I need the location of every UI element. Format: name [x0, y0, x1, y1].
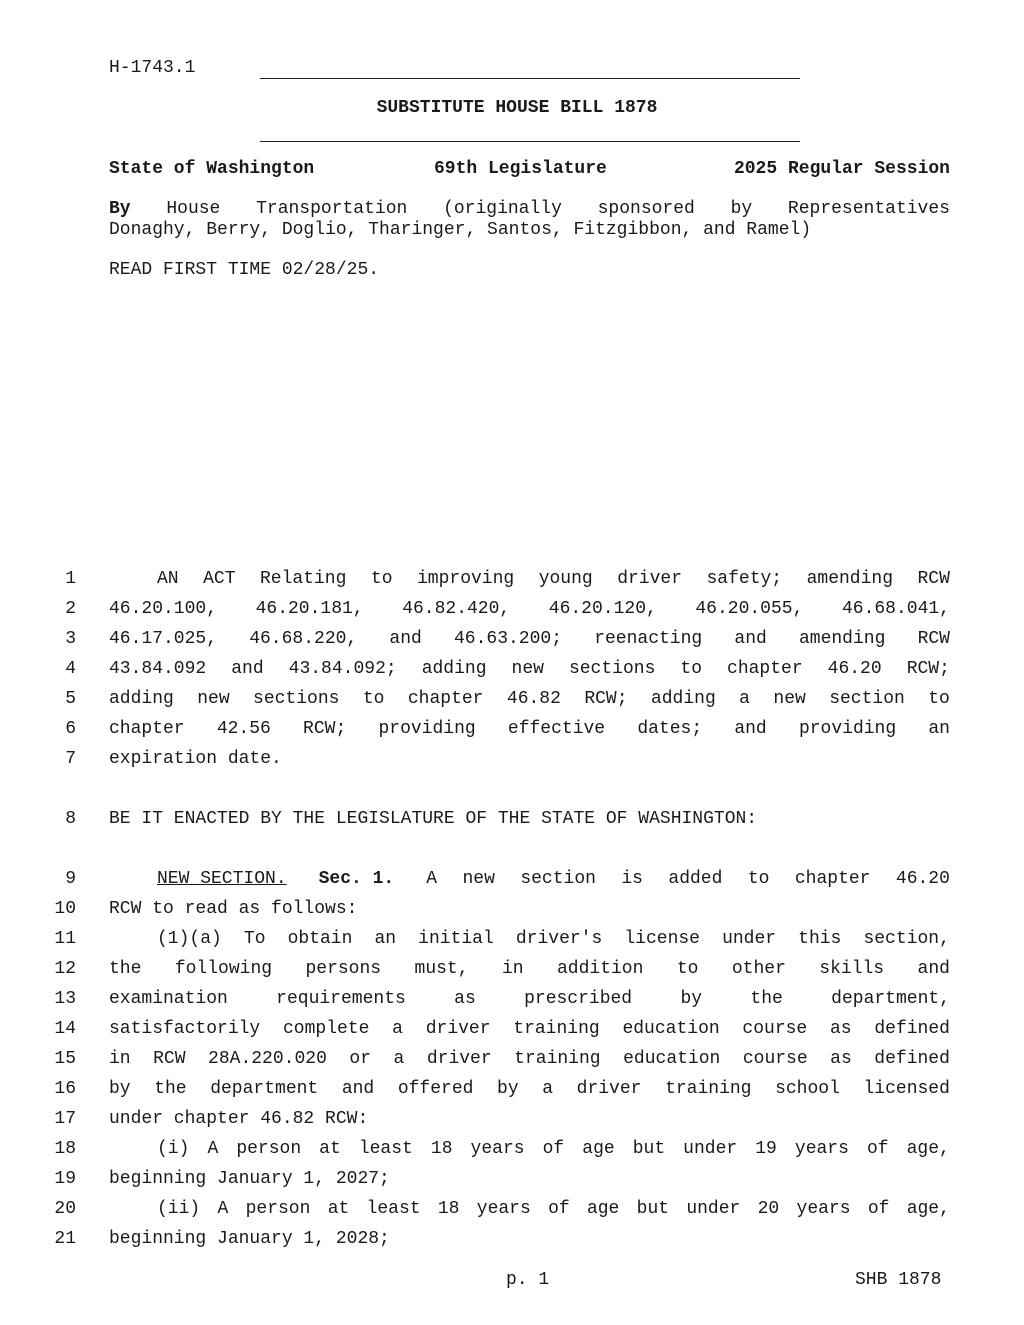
word: 46.82 [506, 689, 561, 709]
read-first-time: READ FIRST TIME 02/28/25. [109, 260, 380, 280]
word: offered [397, 1079, 474, 1099]
line-text [157, 869, 950, 889]
word: age [582, 1139, 615, 1159]
word: improving [416, 569, 515, 589]
word: least [358, 1139, 413, 1159]
word: department [210, 1079, 319, 1099]
line-text [109, 989, 950, 1009]
word: new [511, 659, 544, 679]
line-number: 10 [54, 899, 76, 919]
word: defined [874, 1019, 950, 1039]
word: (originally [443, 199, 562, 219]
line-number: 6 [65, 719, 76, 739]
word: (i) [157, 1139, 190, 1159]
body-line [0, 869, 1024, 893]
line-number: 13 [54, 989, 76, 1009]
title-rule-top [260, 78, 800, 79]
word: by [730, 199, 753, 219]
word: 43.84.092 [109, 659, 207, 679]
line-text: beginning January 1, 2028; [109, 1229, 390, 1249]
word: 46.20.181, [255, 599, 364, 619]
word: following [174, 959, 273, 979]
body-line [0, 1199, 1024, 1223]
word: school [775, 1079, 840, 1099]
line-number: 21 [54, 1229, 76, 1249]
word: 18 [430, 1139, 453, 1159]
word: years [794, 1139, 849, 1159]
footer-bill-ref: SHB 1878 [855, 1270, 942, 1290]
line-text [109, 629, 950, 649]
line-text: RCW to read as follows: [109, 899, 358, 919]
word: chapter [109, 719, 185, 739]
word: 46.17.025, [109, 629, 218, 649]
line-text [109, 1079, 950, 1099]
word: Representatives [787, 199, 950, 219]
word: a [393, 1049, 405, 1069]
line-text: under chapter 46.82 RCW: [109, 1109, 369, 1129]
word: education [622, 1019, 720, 1039]
body-line [0, 899, 1024, 923]
word: new [462, 869, 495, 889]
bill-title: SUBSTITUTE HOUSE BILL 1878 [376, 98, 658, 118]
word: to [370, 569, 393, 589]
word: addition [556, 959, 644, 979]
word: section [520, 869, 596, 889]
word: 28A.220.020 [208, 1049, 327, 1069]
body-line [0, 1019, 1024, 1043]
body-line [0, 629, 1024, 653]
section-number: Sec. 1. [318, 869, 395, 889]
line-text [109, 959, 950, 979]
line-number: 20 [54, 1199, 76, 1219]
enacting-clause: BE IT ENACTED BY THE LEGISLATURE OF THE STATE OF WASHINGTON: [109, 809, 758, 829]
line-number: 4 [65, 659, 76, 679]
word: 46.63.200; [453, 629, 563, 649]
word: 20 [757, 1199, 780, 1219]
body-line [0, 989, 1024, 1013]
word: person [236, 1139, 302, 1159]
word: department, [831, 989, 950, 1009]
word: to [676, 959, 699, 979]
word: sponsored [597, 199, 695, 219]
word: age, [906, 1199, 950, 1219]
word: person [245, 1199, 311, 1219]
word: under [722, 929, 777, 949]
word: of [867, 1199, 890, 1219]
word: RCW; [584, 689, 628, 709]
word: RCW [917, 629, 950, 649]
line-text [157, 1139, 950, 1159]
word: A [207, 1139, 219, 1159]
line-text [109, 1019, 950, 1039]
word: but [632, 1139, 666, 1159]
body-line [0, 719, 1024, 743]
line-number: 19 [54, 1169, 76, 1189]
word: chapter [727, 659, 803, 679]
word: added [668, 869, 723, 889]
body-line [0, 1109, 1024, 1133]
line-text [109, 719, 950, 739]
word: the [154, 1079, 187, 1099]
word: dates; [637, 719, 703, 739]
word: A [217, 1199, 229, 1219]
word: and [389, 629, 422, 649]
word: section, [863, 929, 950, 949]
line-number: 8 [65, 809, 76, 829]
word: A [426, 869, 438, 889]
sponsor-line-2: Donaghy, Berry, Doglio, Tharinger, Santos, Fitzgibbon, and Ramel) [109, 220, 812, 240]
word: under [686, 1199, 741, 1219]
line-text [109, 1049, 950, 1069]
word: to [928, 689, 950, 709]
word: Transportation [256, 199, 408, 219]
word: complete [282, 1019, 370, 1039]
word: effective [507, 719, 606, 739]
word: at [327, 1199, 350, 1219]
word: as [454, 989, 476, 1009]
word: safety; [706, 569, 783, 589]
word: ACT [203, 569, 236, 589]
word: persons [305, 959, 382, 979]
line-text [109, 659, 950, 679]
word: license [624, 929, 700, 949]
word: 46.68.041, [841, 599, 950, 619]
word: years [470, 1139, 525, 1159]
word: sections [253, 689, 340, 709]
word: new [773, 689, 806, 709]
word: To [243, 929, 266, 949]
word: age [586, 1199, 620, 1219]
word: of [548, 1199, 570, 1219]
word: a [542, 1079, 554, 1099]
body-line [0, 749, 1024, 773]
line-number: 7 [65, 749, 76, 769]
line-number: 1 [65, 569, 76, 589]
word: initial [418, 929, 494, 949]
new-section-label: NEW SECTION. [157, 869, 287, 889]
word: satisfactorily [109, 1019, 261, 1039]
line-text [109, 599, 950, 619]
line-9-rest [426, 869, 950, 889]
line-text [109, 689, 950, 709]
word: new [197, 689, 230, 709]
word: and [917, 959, 950, 979]
word: driver's [515, 929, 603, 949]
word: to [680, 659, 702, 679]
word: amending [798, 629, 886, 649]
word: to [362, 689, 385, 709]
word: least [366, 1199, 421, 1219]
body-line [0, 569, 1024, 593]
word: RCW; [906, 659, 950, 679]
body-line [0, 809, 1024, 833]
word: training [665, 1079, 752, 1099]
word: 46.20.055, [695, 599, 804, 619]
word: in [109, 1049, 131, 1069]
word: a [392, 1019, 403, 1039]
word: Relating [259, 569, 347, 589]
word: this [798, 929, 842, 949]
page-number: p. 1 [506, 1270, 550, 1290]
word: by [680, 989, 703, 1009]
line-number: 11 [54, 929, 76, 949]
body-line [0, 659, 1024, 683]
line-number: 12 [54, 959, 76, 979]
line-number: 3 [65, 629, 76, 649]
word: section [829, 689, 905, 709]
word: in [501, 959, 524, 979]
word: and [734, 629, 767, 649]
word: the [109, 959, 142, 979]
legislature-label: 69th Legislature [434, 159, 607, 179]
body-line [0, 959, 1024, 983]
word: 19 [755, 1139, 777, 1159]
body-line [0, 1049, 1024, 1073]
word: (ii) [157, 1199, 201, 1219]
word: 46.20.120, [548, 599, 657, 619]
word: driver [576, 1079, 642, 1099]
word: chapter [794, 869, 871, 889]
word: young [538, 569, 593, 589]
word: by [497, 1079, 519, 1099]
word: and [341, 1079, 375, 1099]
word: of [542, 1139, 565, 1159]
word: defined [874, 1049, 950, 1069]
line-number: 15 [54, 1049, 76, 1069]
sponsor-block [109, 199, 950, 241]
line-text: beginning January 1, 2027; [109, 1169, 390, 1189]
word: RCW [917, 569, 950, 589]
word: years [476, 1199, 531, 1219]
word: an [928, 719, 950, 739]
line-number: 5 [65, 689, 76, 709]
word: driver [617, 569, 682, 589]
line-number: 18 [54, 1139, 76, 1159]
word: other [731, 959, 786, 979]
line-text [157, 569, 950, 589]
word: 46.20.100, [109, 599, 218, 619]
line-text [157, 929, 950, 949]
word: training [513, 1019, 600, 1039]
body-line [0, 1229, 1024, 1253]
word: 46.82.420, [402, 599, 511, 619]
word: adding [421, 659, 487, 679]
word: by [109, 1079, 131, 1099]
body-line [0, 1139, 1024, 1163]
word: adding [650, 689, 716, 709]
word: age, [906, 1139, 950, 1159]
word: adding [109, 689, 174, 709]
word: as [830, 1049, 852, 1069]
word: licensed [863, 1079, 950, 1099]
word: driver [426, 1049, 492, 1069]
word: 18 [437, 1199, 460, 1219]
word: must, [414, 959, 469, 979]
word: (1)(a) [157, 929, 222, 949]
line-text: expiration date. [109, 749, 282, 769]
word: to [747, 869, 770, 889]
word: course [742, 1049, 808, 1069]
title-rule-bottom [260, 141, 800, 142]
word: under [683, 1139, 738, 1159]
word: is [621, 869, 643, 889]
state-label: State of Washington [109, 159, 315, 179]
word: providing [378, 719, 476, 739]
word: and [734, 719, 767, 739]
word: chapter [407, 689, 484, 709]
word: reenacting [594, 629, 703, 649]
body-line [0, 1169, 1024, 1193]
body-line [0, 689, 1024, 713]
word: examination [109, 989, 228, 1009]
word: RCW [153, 1049, 186, 1069]
word: education [623, 1049, 721, 1069]
body-line [0, 599, 1024, 623]
body-line [0, 929, 1024, 953]
word: RCW; [303, 719, 347, 739]
word: the [750, 989, 783, 1009]
word: providing [798, 719, 897, 739]
word: driver [425, 1019, 491, 1039]
sponsor-line-1 [109, 199, 950, 220]
word: an [374, 929, 397, 949]
word: but [636, 1199, 670, 1219]
word: years [796, 1199, 851, 1219]
word: amending [806, 569, 894, 589]
word: skills [819, 959, 885, 979]
line-number: 2 [65, 599, 76, 619]
word: a [739, 689, 750, 709]
word: AN [157, 569, 179, 589]
word: and [231, 659, 264, 679]
word: 43.84.092; [288, 659, 397, 679]
word: of [866, 1139, 889, 1159]
word: 42.56 [216, 719, 271, 739]
word: training [514, 1049, 601, 1069]
word: or [349, 1049, 371, 1069]
word: course [742, 1019, 808, 1039]
word: 46.20 [827, 659, 882, 679]
word: House [166, 199, 221, 219]
body-line [0, 1079, 1024, 1103]
session-label: 2025 Regular Session [733, 159, 950, 179]
word: 46.20 [895, 869, 950, 889]
line-number: 14 [54, 1019, 76, 1039]
line-text [157, 1199, 950, 1219]
document-id: H-1743.1 [109, 58, 196, 78]
word: at [319, 1139, 341, 1159]
word: as [829, 1019, 852, 1039]
line-number: 17 [54, 1109, 76, 1129]
word: requirements [276, 989, 406, 1009]
sponsor-by-label: By [109, 199, 131, 219]
line-number: 9 [65, 869, 76, 889]
word: 46.68.220, [249, 629, 358, 649]
line-number: 16 [54, 1079, 76, 1099]
word: sections [568, 659, 656, 679]
word: obtain [287, 929, 353, 949]
word: prescribed [524, 989, 633, 1009]
